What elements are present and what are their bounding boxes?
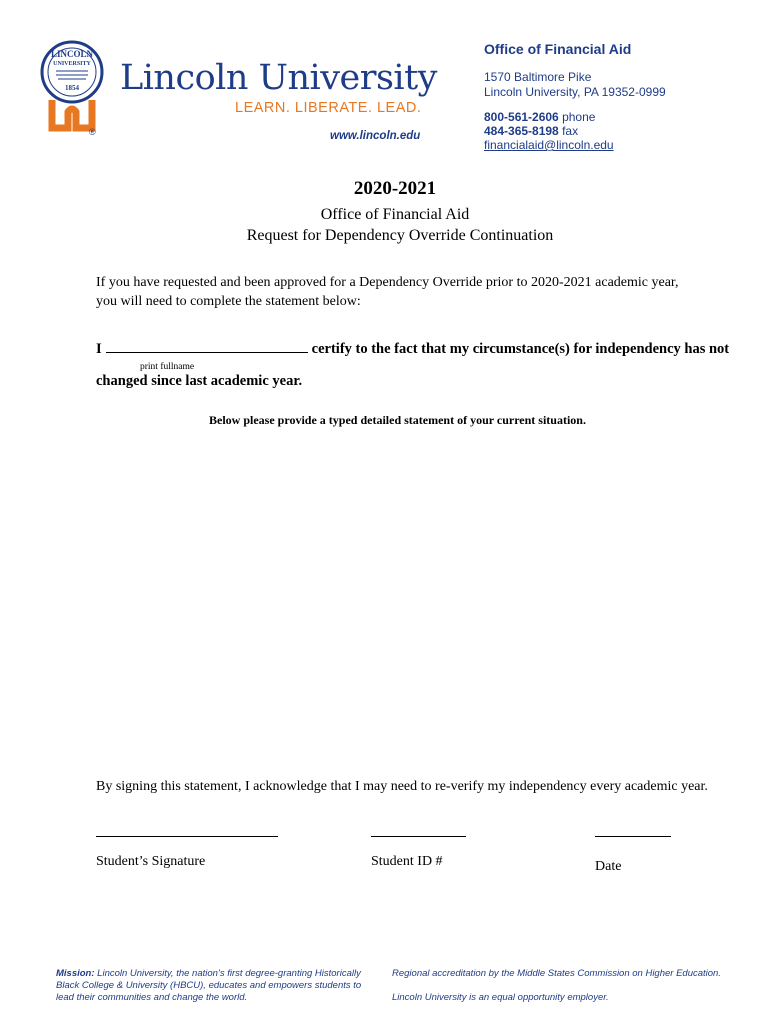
student-id-label: Student ID # <box>371 854 443 869</box>
signature-label: Student’s Signature <box>96 854 206 869</box>
intro-line-1: If you have requested and been approved for a Dependency Override prior to 2020-2021 academic year, <box>96 275 679 290</box>
form-office: Office of Financial Aid <box>320 206 470 223</box>
certify-suffix: certify to the fact that my circumstance(s) for independency has not <box>311 341 730 357</box>
university-name: Lincoln University <box>120 58 437 98</box>
fax-number: 484-365-8198 <box>484 124 559 138</box>
office-heading: Office of Financial Aid <box>484 41 632 57</box>
certify-line-2: changed since last academic year. <box>96 373 303 389</box>
website-link[interactable]: www.lincoln.edu <box>330 130 421 142</box>
office-contact <box>484 110 614 152</box>
svg-text:UNIVERSITY: UNIVERSITY <box>53 61 91 67</box>
address-line-1: 1570 Baltimore Pike <box>484 70 592 84</box>
fax-line <box>484 124 614 138</box>
equal-opportunity-note: Lincoln University is an equal opportunity employer. <box>392 992 609 1003</box>
accreditation-note: Regional accreditation by the Middle States Commission on Higher Education. <box>392 968 721 979</box>
print-fullname-hint: print fullname <box>140 362 195 372</box>
signature-field[interactable] <box>96 836 278 837</box>
phone-number: 800-561-2606 <box>484 110 559 124</box>
email-link[interactable]: financialaid@lincoln.edu <box>484 138 614 152</box>
intro-line-2: you will need to complete the statement below: <box>96 294 361 309</box>
address-line-2: Lincoln University, PA 19352-0999 <box>484 85 666 99</box>
phone-label: phone <box>558 110 596 124</box>
university-tagline: LEARN. LIBERATE. LEAD. <box>235 100 422 116</box>
mission-statement <box>56 968 376 1004</box>
fax-label: fax <box>558 124 579 138</box>
mission-text: Lincoln University, the nation’s first degree-granting Historically Black College & University (HBCU), educates and empowers students to lead their communities and change the world. <box>56 968 362 1003</box>
statement-instruction: Below please provide a typed detailed statement of your current situation. <box>209 413 586 427</box>
registered-mark: ® <box>89 127 96 137</box>
svg-text:1854: 1854 <box>65 84 79 92</box>
statement-area[interactable] <box>96 440 746 760</box>
svg-text:LINCOLN: LINCOLN <box>50 49 94 59</box>
fullname-field[interactable] <box>106 338 308 353</box>
office-address <box>484 70 666 100</box>
certify-statement <box>96 338 729 358</box>
university-seal-logo <box>40 40 104 136</box>
form-title: Request for Dependency Override Continuation <box>246 227 554 244</box>
acknowledgement-text: By signing this statement, I acknowledge that I may need to re-verify my independency every academic year. <box>96 779 708 794</box>
mission-label: Mission: <box>56 968 95 979</box>
date-label: Date <box>595 859 622 874</box>
certify-prefix: I <box>96 341 102 357</box>
phone-line <box>484 110 614 124</box>
student-id-field[interactable] <box>371 836 466 837</box>
academic-year: 2020-2021 <box>353 178 437 199</box>
intro-text <box>96 273 746 311</box>
date-field[interactable] <box>595 836 671 837</box>
